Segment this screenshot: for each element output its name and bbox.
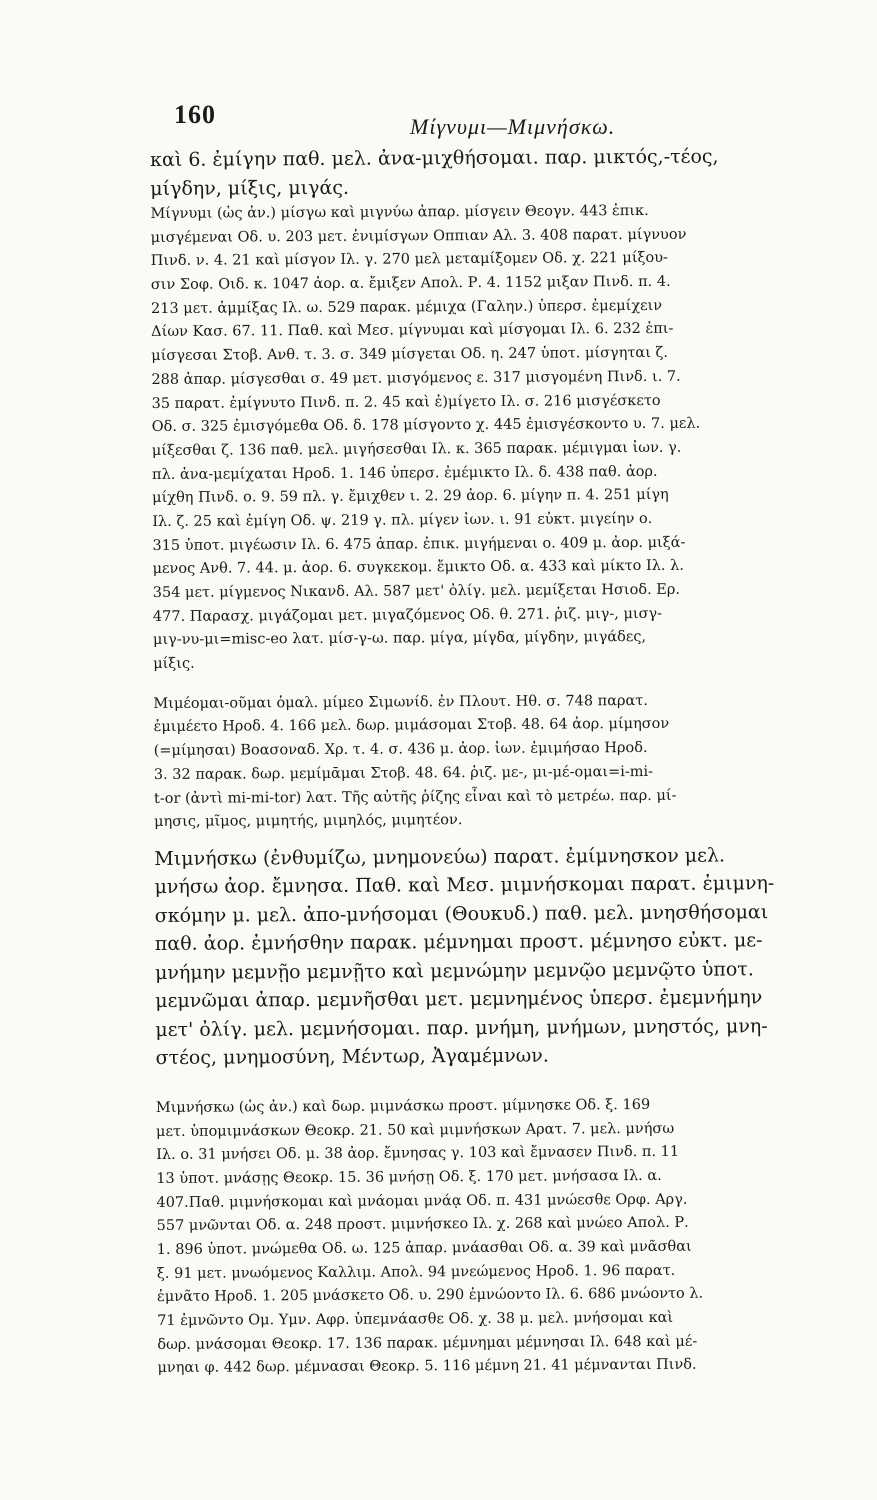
- text-line: μίχθη Πινδ. ο. 9. 59 πλ. γ. ἔμιχθεν ι. 2. 29 ἀορ. 6. μίγην π. 4. 251 μίγη: [152, 487, 669, 507]
- text-line: 1. 896 ὑποτ. μνώμεθα Οδ. ω. 125 ἀπαρ. μνάασθαι Οδ. α. 39 καὶ μνᾶσθαι: [156, 1238, 692, 1258]
- text-line: 3. 32 παρακ. δωρ. μεμίμᾱμαι Στοβ. 48. 64. ῥιζ. με-, μι-μέ-ομαι=i-mi-: [153, 763, 654, 783]
- text-line: μισγέμεναι Οδ. υ. 203 μετ. ἐνιμίσγων Οππιαν Αλ. 3. 408 παρατ. μίγνυον: [150, 226, 687, 246]
- text-line: t-or (ἀντὶ mi-mi-tor) λατ. Τῆς αὐτῆς ῥίζης εἶναι καὶ τὸ μετρέω. παρ. μί-: [153, 787, 677, 807]
- entry-mimneskow-small: [156, 1093, 848, 1381]
- text-line: Οδ. σ. 325 ἐμισγόμεθα Οδ. δ. 178 μίσγοντο χ. 445 ἐμισγέσκοντο υ. 7. μελ.: [151, 415, 701, 436]
- text-line: μίξεσθαι ζ. 136 παθ. μελ. μιγήσεσθαι Ιλ. κ. 365 παρακ. μέμιγμαι ἰων. γ.: [151, 439, 682, 459]
- text-line: Μιμνήσκω (ὡς ἀν.) καὶ δωρ. μιμνάσκω προστ. μίμνησκε Οδ. ξ. 169: [155, 1096, 651, 1116]
- text-line: στέος, μνημοσύνη, Μέντωρ, Ἀγαμέμνων.: [155, 1044, 549, 1070]
- text-line: σκόμην μ. μελ. ἀπο-μνήσομαι (Θουκυδ.) παθ. μελ. μνησθήσομαι: [154, 901, 769, 927]
- entry-continuation: [150, 142, 840, 203]
- text-line: 354 μετ. μίγμενος Νικανδ. Αλ. 587 μετ' ὀλίγ. μελ. μεμίξεται Ησιοδ. Ερ.: [152, 581, 681, 601]
- text-line: μεμνῶμαι ἀπαρ. μεμνῆσθαι μετ. μεμνημένος ὑπερσ. ἐμεμνήμην: [155, 986, 763, 1013]
- text-line: (=μίμησαι) Βοασοναδ. Χρ. τ. 4. σ. 436 μ. ἀορ. ἰων. ἐμιμήσαο Ηροδ.: [153, 740, 648, 760]
- text-line: Μιμνήσκω (ἐνθυμίζω, μνημονεύω) παρατ. ἐμίμνησκον μελ.: [154, 844, 726, 870]
- text-line: σιν Σοφ. Οιδ. κ. 1047 ἀορ. α. ἔμιξεν Απολ. Ρ. 4. 1152 μιξαν Πινδ. π. 4.: [150, 273, 671, 294]
- text-line: μίσγεσαι Στοβ. Ανθ. τ. 3. σ. 349 μίσγεται Οδ. η. 247 ὑποτ. μίσγηται ζ.: [151, 344, 668, 365]
- text-line: ἐμιμέετο Ηροδ. 4. 166 μελ. δωρ. μιμάσομαι Στοβ. 48. 64 ἀορ. μίμησον: [153, 716, 670, 736]
- text-line: 477. Παρασχ. μιγάζομαι μετ. μιγαζόμενος Οδ. θ. 271. ῥιζ. μιγ-, μισγ-: [152, 605, 663, 625]
- text-line: καὶ 6. ἐμίγην παθ. μελ. ἀνα-μιχθήσομαι. παρ. μικτός,-τέος,: [150, 145, 719, 171]
- entry-mignymi: [150, 199, 843, 677]
- text-line: 213 μετ. ἀμμίξας Ιλ. ω. 529 παρακ. μέμιχα (Γαλην.) ὑπερσ. ἐμεμίχειν: [150, 297, 663, 317]
- text-line: μνήμην μεμνῇο μεμνῇτο καὶ μεμνώμην μεμνῷο μεμνῷτο ὑποτ.: [154, 958, 754, 984]
- text-line: Πινδ. ν. 4. 21 καὶ μίσγον Ιλ. γ. 270 μελ μεταμίξομεν Οδ. χ. 221 μίξου-: [150, 250, 668, 270]
- text-line: 557 μνῶνται Οδ. α. 248 προστ. μιμνήσκεο Ιλ. χ. 268 καὶ μνώεο Απολ. Ρ.: [156, 1215, 689, 1235]
- text-line: 407.Παθ. μιμνήσκομαι καὶ μνάομαι μνάᾳ Οδ. π. 431 μνώεσθε Ορφ. Αργ.: [156, 1191, 688, 1211]
- text-line: 71 ἐμνῶντο Ομ. Υμν. Αφρ. ὑπεμνάασθε Οδ. χ. 38 μ. μελ. μνήσομαι καὶ: [157, 1309, 674, 1330]
- page-number: 160: [174, 100, 216, 129]
- text-line: Μιμέομαι-οῦμαι ὁμαλ. μίμεο Σιμωνίδ. ἐν Πλουτ. Ηθ. σ. 748 παρατ.: [153, 692, 648, 712]
- text-line: μενος Ανθ. 7. 44. μ. ἀορ. 6. συγκεκομ. ἔμικτο Οδ. α. 433 καὶ μίκτο Ιλ. λ.: [152, 558, 684, 578]
- text-line: μετ. ὑπομιμνάσκων Θεοκρ. 21. 50 καὶ μιμνήσκων Αρατ. 7. μελ. μνήσω: [155, 1120, 675, 1140]
- page-header: [174, 100, 834, 140]
- text-line: μίξις.: [153, 655, 195, 673]
- entry-mimeomai: [153, 689, 844, 835]
- text-line: μιγ-νυ-μι=misc-eo λατ. μίσ-γ-ω. παρ. μίγα, μίγδα, μίγδην, μιγάδες,: [152, 629, 647, 649]
- text-line: μνηαι φ. 442 δωρ. μέμνασαι Θεοκρ. 5. 116 μέμνη 21. 41 μέμνανται Πινδ.: [157, 1357, 697, 1377]
- text-line: ξ. 91 μετ. μνωόμενος Καλλιμ. Απολ. 94 μνεώμενος Ηροδ. 1. 96 παρατ.: [156, 1262, 676, 1282]
- text-line: ἐμνᾶτο Ηροδ. 1. 205 μνάσκετο Οδ. υ. 290 ἐμνώοντο Ιλ. 6. 686 μνώοντο λ.: [156, 1286, 704, 1306]
- text-line: μησις, μῖμος, μιμητής, μιμηλός, μιμητέον.: [154, 812, 463, 831]
- text-line: παθ. ἀορ. ἐμνήσθην παρακ. μέμνημαι προστ. μέμνησο εὐκτ. με-: [154, 929, 763, 956]
- text-line: 35 παρατ. ἐμίγνυτο Πινδ. π. 2. 45 καὶ ἐ)μίγετο Ιλ. σ. 216 μισγέσκετο: [151, 392, 661, 412]
- dictionary-text: [150, 142, 848, 1381]
- text-line: πλ. ἀνα-μεμίχαται Ηροδ. 1. 146 ὑπερσ. ἐμέμικτο Ιλ. δ. 438 παθ. ἀορ.: [151, 463, 658, 483]
- text-line: μίγδην, μίξις, μιγάς.: [150, 176, 350, 200]
- text-line: Ιλ. ζ. 25 καὶ ἐμίγη Οδ. ψ. 219 γ. πλ. μίγεν ἰων. ι. 91 εὐκτ. μιγείην ο.: [152, 510, 653, 530]
- text-line: Ιλ. ο. 31 μνήσει Οδ. μ. 38 ἀορ. ἔμνησας γ. 103 καὶ ἔμνασεν Πινδ. π. 11: [156, 1144, 680, 1164]
- text-line: μετ' ὀλίγ. μελ. μεμνήσομαι. παρ. μνήμη, μνήμων, μνηστός, μνη-: [155, 1015, 768, 1041]
- text-line: 288 ἀπαρ. μίσγεσθαι σ. 49 μετ. μισγόμενος ε. 317 μισγομένη Πινδ. ι. 7.: [151, 368, 681, 388]
- text-line: 315 ὑποτ. μιγέωσιν Ιλ. 6. 475 ἀπαρ. ἐπικ. μιγήμεναι ο. 409 μ. ἀορ. μιξά-: [152, 534, 686, 554]
- text-line: Μίγνυμι (ὡς ἀν.) μίσγω καὶ μιγνύω ἀπαρ. μίσγειν Θεογν. 443 ἐπικ.: [150, 202, 649, 222]
- entry-mimneskow-large: [154, 841, 845, 1073]
- text-line: μνήσω ἀορ. ἔμνησα. Παθ. καὶ Μεσ. μιμνήσκομαι παρατ. ἐμιμνη-: [154, 872, 775, 899]
- text-line: δωρ. μνάσομαι Θεοκρ. 17. 136 παρακ. μέμνημαι μέμνησαι Ιλ. 648 καὶ μέ-: [157, 1333, 698, 1353]
- text-line: 13 ὑποτ. μνάσῃς Θεοκρ. 15. 36 μνήσῃ Οδ. ξ. 170 μετ. μνήσασα Ιλ. α.: [156, 1167, 662, 1187]
- running-head: Μίγνυμι—Μιμνήσκω.: [410, 114, 616, 139]
- text-line: Δίων Κασ. 67. 11. Παθ. καὶ Μεσ. μίγνυμαι καὶ μίσγομαι Ιλ. 6. 232 ἐπι-: [151, 321, 674, 341]
